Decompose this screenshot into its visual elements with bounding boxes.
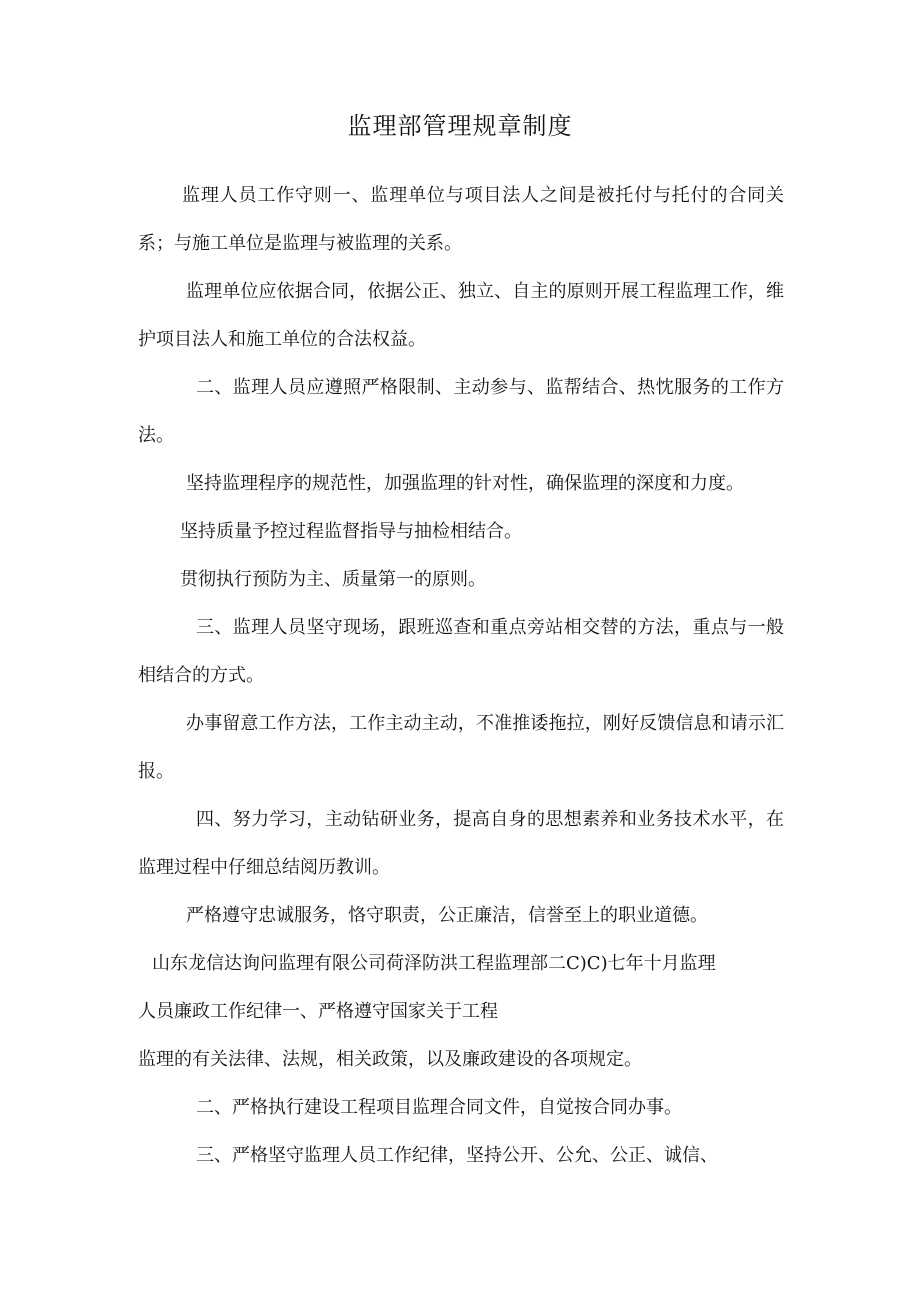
paragraph-work-method: 办事留意工作方法，工作主动主动，不准推诿拖拉，刚好反馈信息和请示汇报。 xyxy=(138,713,784,782)
integrity-regulations-line: 监理的有关法律、法规，相关政策，以及廉政建设的各项规定。 xyxy=(138,1049,642,1070)
integrity-heading-line: 人员廉政工作纪律一、严格遵守国家关于工程 xyxy=(138,1001,498,1022)
paragraph-work-rules-2: 二、监理人员应遵照严格限制、主动参与、监帮结合、热忱服务的工作方法。 xyxy=(138,377,784,446)
page-title: 监理部管理规章制度 xyxy=(347,112,573,140)
paragraph-work-rules-1: 监理人员工作守则一、监理单位与项目法人之间是被托付与托付的合同关系；与施工单位是监理与被监理的关系。 xyxy=(138,185,784,254)
paragraph-procedure: 坚持监理程序的规范性，加强监理的针对性，确保监理的深度和力度。 xyxy=(186,473,744,494)
paragraph-work-rules-3: 三、监理人员坚守现场，跟班巡查和重点旁站相交替的方法，重点与一般相结合的方式。 xyxy=(138,617,784,686)
paragraph-discipline: 三、严格坚守监理人员工作纪律，坚持公开、公允、公正、诚信、 xyxy=(196,1145,718,1166)
paragraph-contract-execution: 二、严格执行建设工程项目监理合同文件，自觉按合同办事。 xyxy=(196,1097,682,1118)
paragraph-integrity-discipline xyxy=(138,988,784,1084)
paragraph-company-line: 山东龙信达询问监理有限公司荷泽防洪工程监理部二C)C)七年十月监理 xyxy=(152,953,716,974)
paragraph-prevention: 贯彻执行预防为主、质量第一的原则。 xyxy=(180,569,486,590)
paragraph-work-rules-4: 四、努力学习，主动钻研业务，提高自身的思想素养和业务技术水平，在监理过程中仔细总结阅历教训。 xyxy=(138,809,784,878)
paragraph-contract-principle: 监理单位应依据合同，依据公正、独立、自主的原则开展工程监理工作，维护项目法人和施工单位的合法权益。 xyxy=(138,281,784,350)
paragraph-ethics: 严格遵守忠诚服务，恪守职责，公正廉洁，信誉至上的职业道德。 xyxy=(186,905,708,926)
paragraph-quality-control: 坚持质量予控过程监督指导与抽检相结合。 xyxy=(180,521,522,542)
